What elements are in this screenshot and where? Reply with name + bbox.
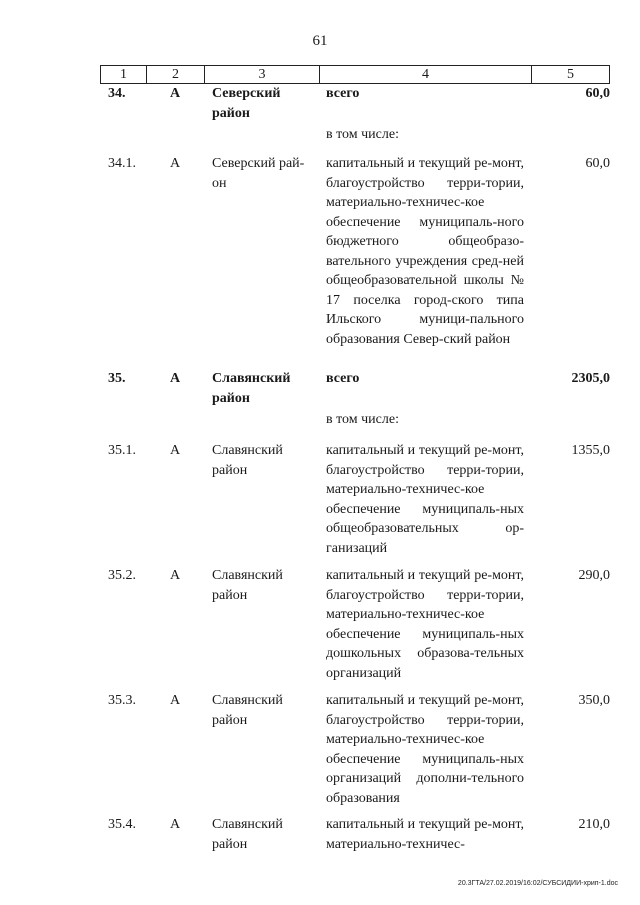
row-number: 35.3. xyxy=(108,693,136,708)
column-header-4: 4 xyxy=(320,66,532,83)
row-district: Славянский район xyxy=(212,371,291,406)
row-description: капитальный и текущий ре-монт, благоустройство терри-тории, материально-техничес-кое обеспечение муниципаль-ных общеобразовательных ор-ганизаций xyxy=(326,443,524,556)
column-header-1: 1 xyxy=(101,66,147,83)
row-number: 35.1. xyxy=(108,443,136,458)
page-number: 61 xyxy=(312,33,328,49)
subtotal-label: в том числе: xyxy=(326,412,399,427)
row-type: А xyxy=(170,568,181,583)
column-header-3: 3 xyxy=(205,66,320,83)
subtotal-label: в том числе: xyxy=(326,127,399,142)
row-type: А xyxy=(170,371,181,386)
row-type: А xyxy=(170,443,181,458)
document-footer-path: 20.3ГТА/27.02.2019/16:02/СУБСИДИИ-хрип-1.doc xyxy=(457,880,618,887)
row-district: Славянский район xyxy=(212,817,283,852)
row-description: капитальный и текущий ре-монт, благоустройство терри-тории, материально-техничес-кое обеспечение муниципаль-ных дошкольных образова-тельных организаций xyxy=(326,568,524,681)
row-amount: 290,0 xyxy=(578,568,610,583)
column-header-2: 2 xyxy=(147,66,205,83)
column-header-5: 5 xyxy=(567,67,574,82)
row-type: А xyxy=(170,156,181,171)
row-district: Славянский район xyxy=(212,693,283,728)
column-header-row xyxy=(100,65,610,84)
row-description: капитальный и текущий ре-монт, благоустройство терри-тории, материально-техничес-кое обеспечение муниципаль-ных организаций дополни-тельного образования xyxy=(326,693,524,806)
row-amount: 1355,0 xyxy=(571,443,610,458)
row-number: 35.4. xyxy=(108,817,136,832)
row-number: 35. xyxy=(108,371,126,386)
row-description: капитальный и текущий ре-монт, благоустройство терри-тории, материально-техничес-кое обеспечение муниципаль-ного бюджетного общеобразо-вательного учреждения сред-ней общеобразовательной школы № 17 поселка город-ского типа Ильского муници-пального образования Север-ский район xyxy=(326,156,524,347)
row-amount: 60,0 xyxy=(585,86,610,101)
row-type: А xyxy=(170,693,181,708)
row-amount: 210,0 xyxy=(578,817,610,832)
row-district: Славянский район xyxy=(212,568,283,603)
row-number: 34.1. xyxy=(108,156,136,171)
row-number: 35.2. xyxy=(108,568,136,583)
row-district: Северский район xyxy=(212,86,281,121)
row-district: Северский рай-он xyxy=(212,156,305,191)
row-description: всего xyxy=(326,86,360,101)
row-type: А xyxy=(170,817,181,832)
row-description: всего xyxy=(326,371,360,386)
row-type: А xyxy=(170,86,181,101)
row-number: 34. xyxy=(108,86,126,101)
row-description: капитальный и текущий ре-монт, материально-техничес- xyxy=(326,817,524,852)
row-amount: 60,0 xyxy=(585,156,610,171)
row-amount: 2305,0 xyxy=(571,371,610,386)
row-district: Славянский район xyxy=(212,443,283,478)
row-amount: 350,0 xyxy=(578,693,610,708)
